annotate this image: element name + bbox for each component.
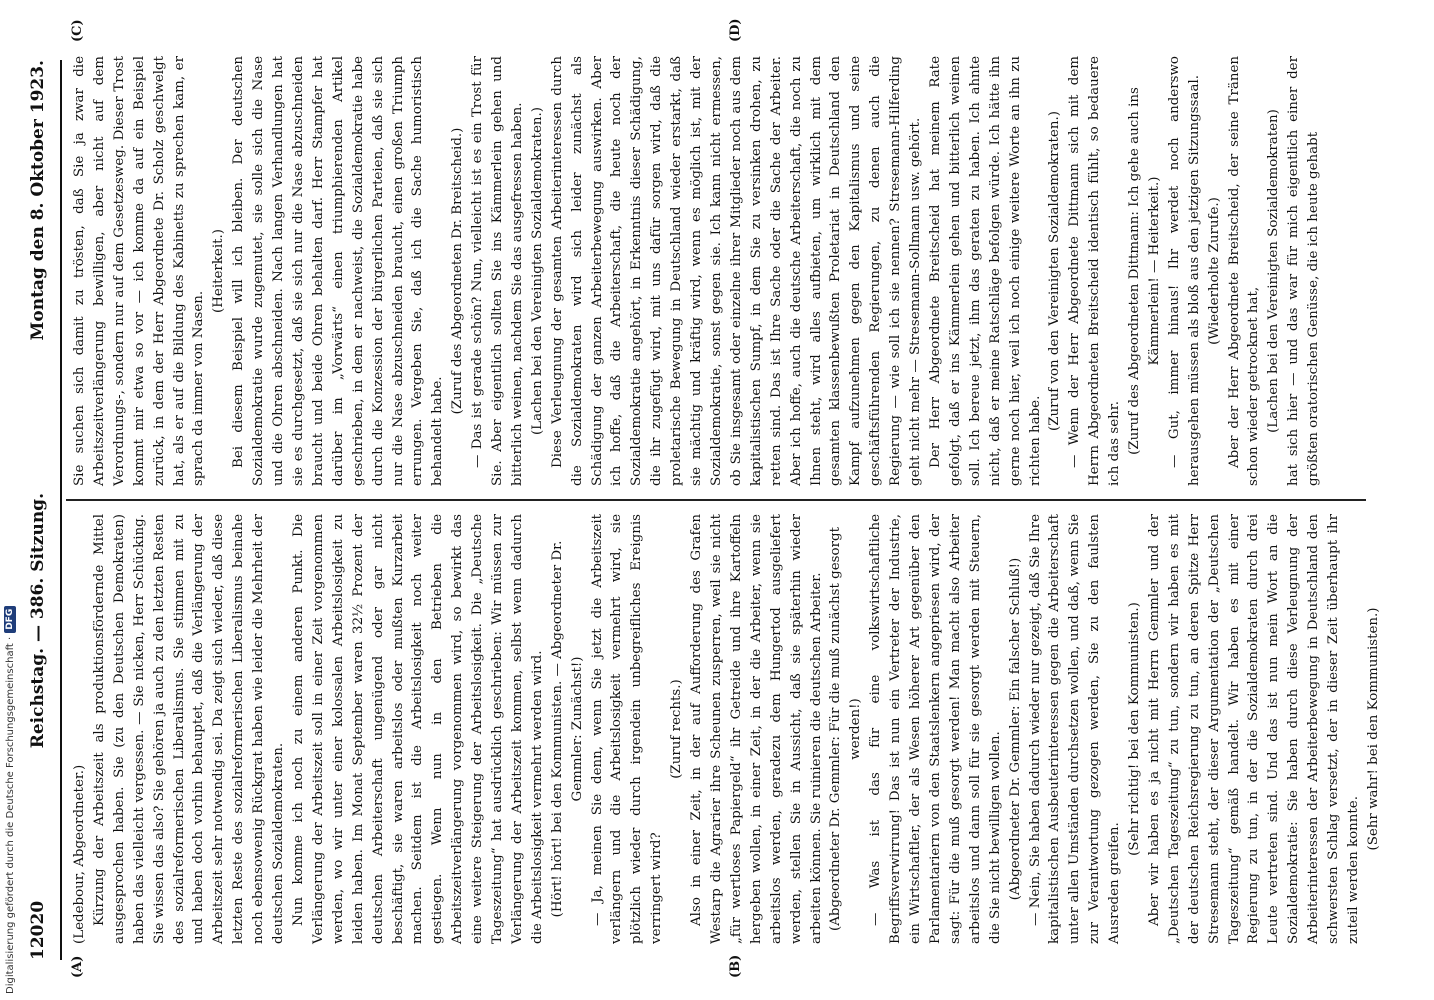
interjection: (Hört! hört! bei den Kommunisten. — Abgeordneter Dr. Gemmler: Zunächst!) xyxy=(549,540,585,918)
interjection: (Sehr wahr! bei den Kommunisten.) xyxy=(1365,607,1381,851)
paragraph: hat sich hier — und das war für mich eigentlich einer der größten oratorischen Genüsse, die ich heute gehabt xyxy=(1286,56,1322,486)
interjection: (Abgeordneter Dr. Gemmler: Für die muß zunächst gesorgt werden!) xyxy=(828,527,864,931)
interjection: (Zuruf des Abgeordneten Dr. Breitscheid.) xyxy=(450,127,466,415)
interjection: (Zuruf des Abgeordneten Dittmann: Ich gehe auch ins Kämmerlein! — Heiterkeit.) xyxy=(1127,87,1162,455)
paragraph: — Wenn der Herr Abgeordnete Dittmann sich mit dem Herrn Abgeordneten Breitscheid identisch fühlt, so bedauere ich das sehr. xyxy=(1067,56,1123,486)
interjection: (Lachen bei den Vereinigten Sozialdemokraten.) xyxy=(529,106,545,436)
paragraph: Bei diesem Beispiel will ich bleiben. Der deutschen Sozialdemokratie wurde zugemutet, sie solle sich die Nase und die Ohren abschneiden. Nach langen Verhandlungen hat sie es durchgesetzt, daß sie sich nur die Nase abzuschneiden braucht und beide Ohren behalten darf. Herr Stampfer hat darüber im „Vorwärts“ einen triumphierenden Artikel geschrieben, in dem er nachweist, die Sozialdemokratie habe durch die Konzession der bürgerlichen Parteien, daß sie sich nur die Nase abzuschneiden braucht, einen großen Triumph errungen. Vergeben Sie, daß ich die Sache humoristisch behandelt habe. xyxy=(231,56,446,486)
paragraph: — Ja, meinen Sie denn, wenn Sie jetzt die Arbeitszeit verlängern und die Arbeitslosigkeit vermehrt wird, sie plötzlich wieder durch irgendein unbegreifliches Ereignis verringert wird? xyxy=(589,514,665,944)
interjection: (Zuruf von den Vereinigten Sozialdemokraten.) xyxy=(1047,111,1063,431)
interjection: (Heiterkeit.) xyxy=(211,229,227,313)
session-title: Reichstag. — 386. Sitzung. xyxy=(28,493,48,749)
margin-marker-d: (D) xyxy=(728,18,743,42)
margin-marker-b: (B) xyxy=(728,954,743,978)
margin-marker-a: (A) xyxy=(70,955,85,978)
interjection: (Wiederholte Zurufe.) xyxy=(1206,197,1222,345)
interjection: (Sehr richtig! bei den Kommunisten.) xyxy=(1127,602,1143,856)
column-divider xyxy=(66,500,1366,502)
paragraph: — Was ist das für eine volkswirtschaftliche Begriffsverwirrung! Das ist nun ein Vertreter der Industrie, ein Wirtschaftler, der als Wesen höherer Art gegenüber den Parlamentariern von den Staatslenkern angepriesen wird, der sagt: Für die muß gesorgt werden! Man macht also Arbeiter arbeitslos und dann soll für sie gesorgt werden mit Steuern, die Sie nicht bewilligen wollen. xyxy=(868,514,1003,944)
interjection: (Abgeordneter Dr. Gemmler: Ein falscher Schluß!) xyxy=(1007,557,1023,901)
paragraph: — Nein, Sie haben dadurch wieder nur gezeigt, daß Sie Ihre kapitalistischen Ausbeuterinteressen gegen die Arbeiterschaft unter allen Umständen durchsetzen wollen, und daß, wenn Sie zur Verantwortung gezogen werden, Sie zu den faulsten Ausreden greifen. xyxy=(1027,514,1123,944)
dfg-watermark xyxy=(2,604,18,994)
paragraph: Kürzung der Arbeitszeit als produktionsfördernde Mittel ausgesprochen haben. Sie (zu den Deutschen Demokraten) haben das vielleicht vergessen. — Sie nicken, Herr Schücking. Sie wissen das also? Sie gehören ja auch zu den letzten Resten des sozialreformerischen Liberalismus. Sie stimmen mit zu und haben doch vorhin behauptet, daß die Verlängerung der Arbeitszeit sehr notwendig sei. Da zeigt sich wieder, daß diese letzten Reste des sozialreformerischen Liberalismus beinahe noch ebensowenig Rückgrat haben wie leider die Mehrheit der deutschen Sozialdemokraten. xyxy=(91,514,287,944)
paragraph: Nun komme ich noch zu einem anderen Punkt. Die Verlängerung der Arbeitszeit soll in einer Zeit vorgenommen werden, wo wir unter einer kolossalen Arbeitslosigkeit zu leiden haben. Im Monat September waren 32½ Prozent der deutschen Arbeiterschaft ungenügend oder gar nicht beschäftigt, sie waren arbeitslos oder mußten Kurzarbeit machen. Seitdem ist die Arbeitslosigkeit noch weiter gestiegen. Wenn nun in den Betrieben die Arbeitszeitverlängerung vorgenommen wird, so bewirkt das eine weitere Steigerung der Arbeitslosigkeit. Die „Deutsche Tageszeitung“ hat ausdrücklich geschrieben: Wir müssen zur Verlängerung der Arbeitszeit kommen, selbst wenn dadurch die Arbeitslosigkeit vermehrt werden wird. xyxy=(290,514,545,944)
margin-marker-c: (C) xyxy=(70,19,85,42)
paragraph: Aber der Herr Abgeordnete Breitscheid, der seine Tränen schon wieder getrocknet hat, xyxy=(1226,56,1262,486)
paragraph: Der Herr Abgeordnete Breitscheid hat meinem Rate gefolgt, daß er ins Kämmerlein gehen und bitterlich weinen soll. Ich bereue jetzt, ihm das geraten zu haben. Ich ahnte nicht, daß er meine Ratschläge befolgen würde. Ich hätte ihn gerne noch hier, weil ich noch einige weitere Worte an ihn zu richten habe. xyxy=(927,56,1043,486)
session-date: Montag den 8. Oktober 1923. xyxy=(28,60,48,341)
paragraph: Diese Verleugnung der gesamten Arbeiterinteressen durch die Sozialdemokraten wird sich leider zunächst als Schädigung der ganzen Arbeiterbewegung auswirken. Aber ich hoffe, daß die Arbeiterschaft, die heute noch der Sozialdemokratie angehört, in Erkenntnis dieser Schädigung, die ihr zugefügt wird, mit uns dafür sorgen wird, daß die proletarische Bewegung in Deutschland wieder erstarkt, daß sie mächtig und kräftig wird, wenn es möglich ist, mit der Sozialdemokratie, sonst gegen sie. Ich kann nicht ermessen, ob Sie insgesamt oder einzelne ihrer Mitglieder noch aus dem kapitalistischen Sumpf, in dem Sie zu versinken drohen, zu retten sind. Das ist Ihre Sache oder die Sache der Arbeiter. Aber ich hoffe, auch die deutsche Arbeiterschaft, die noch zu Ihnen steht, wird alles aufbieten, um wirklich mit dem gesamten klassenbewußten Proletariat in Deutschland den Kampf aufzunehmen gegen den Kapitalismus und seine geschäftsführenden Regierungen, zu denen auch die Regierung — wie soll ich sie nennen? Stresemann-Hilferding geht nicht mehr — Stresemann-Sollmann usw. gehört. xyxy=(549,56,924,486)
dfg-logo-icon: DFG xyxy=(4,606,16,633)
paragraph: Also in einer Zeit, in der auf Aufforderung des Grafen Westarp die Agrarier ihre Scheunen zusperren, weil sie nicht „für wertloses Papiergeld“ ihr Getreide und ihre Kartoffeln hergeben wollen, in einer Zeit, in der die Arbeiter, wenn sie arbeitslos werden, geradezu dem Hungertod ausgeliefert werden, stellen Sie in Aussicht, daß sie späterhin wieder arbeiten können. Sie ruinieren die deutschen Arbeiter. xyxy=(689,514,824,944)
watermark-text: Digitalisierung gefördert durch die Deutsche Forschungsgemeinschaft · xyxy=(4,636,16,994)
paragraph: — Gut, immer hinaus! Ihr werdet noch anderswo herausgehen müssen als bloß aus den jetzigen Sitzungssaal. xyxy=(1166,56,1202,486)
interjection: (Zuruf rechts.) xyxy=(669,679,685,779)
page-header xyxy=(18,60,58,960)
header-rule xyxy=(60,60,62,960)
paragraph: Aber wir haben es ja nicht mit Herrn Gemmler und der „Deutschen Tageszeitung“ zu tun, sondern wir haben es mit der deutschen Reichsregierung zu tun, an deren Spitze Herr Stresemann steht, der dieser Argumentation der „Deutschen Tageszeitung“ gemäß handelt. Wir haben es mit einer Regierung zu tun, in der die Sozialdemokraten durch drei Leute vertreten sind. Und das ist nun mein Wort an die Sozialdemokratie: Sie haben durch diese Verleugnung der Arbeiterinteressen der Arbeiterbewegung in Deutschland den schwersten Schlag versetzt, der in dieser Zeit überhaupt ihr zuteil werden konnte. xyxy=(1146,514,1361,944)
left-text-column xyxy=(70,514,1381,944)
page-number: 12020 xyxy=(28,900,48,960)
interjection: (Lachen bei den Vereinigten Sozialdemokraten) xyxy=(1266,109,1282,433)
paragraph: — Das ist gerade schön? Nun, vielleicht ist es ein Trost für Sie. Aber eigentlich sollten Sie ins Kämmerlein gehen und bitterlich weinen, nachdem Sie das ausgefressen haben. xyxy=(470,56,525,486)
paragraph: Sie suchen sich damit zu trösten, daß Sie ja zwar die Arbeitszeitverlängerung bewilligen, aber nicht auf dem Verordnungs-, sondern nur auf dem Gesetzesweg. Dieser Trost kommt mir etwa so vor — ich komme da auf ein Beispiel zurück, in dem der Herr Abgeordnete Dr. Scholz geschwelgt hat, als er auf die Bildung des Kabinetts zu sprechen kam, er sprach da immer von Nasen. xyxy=(72,56,207,486)
right-text-column xyxy=(70,56,1360,486)
paragraph: (Ledebour, Abgeordneter.) xyxy=(72,764,87,944)
